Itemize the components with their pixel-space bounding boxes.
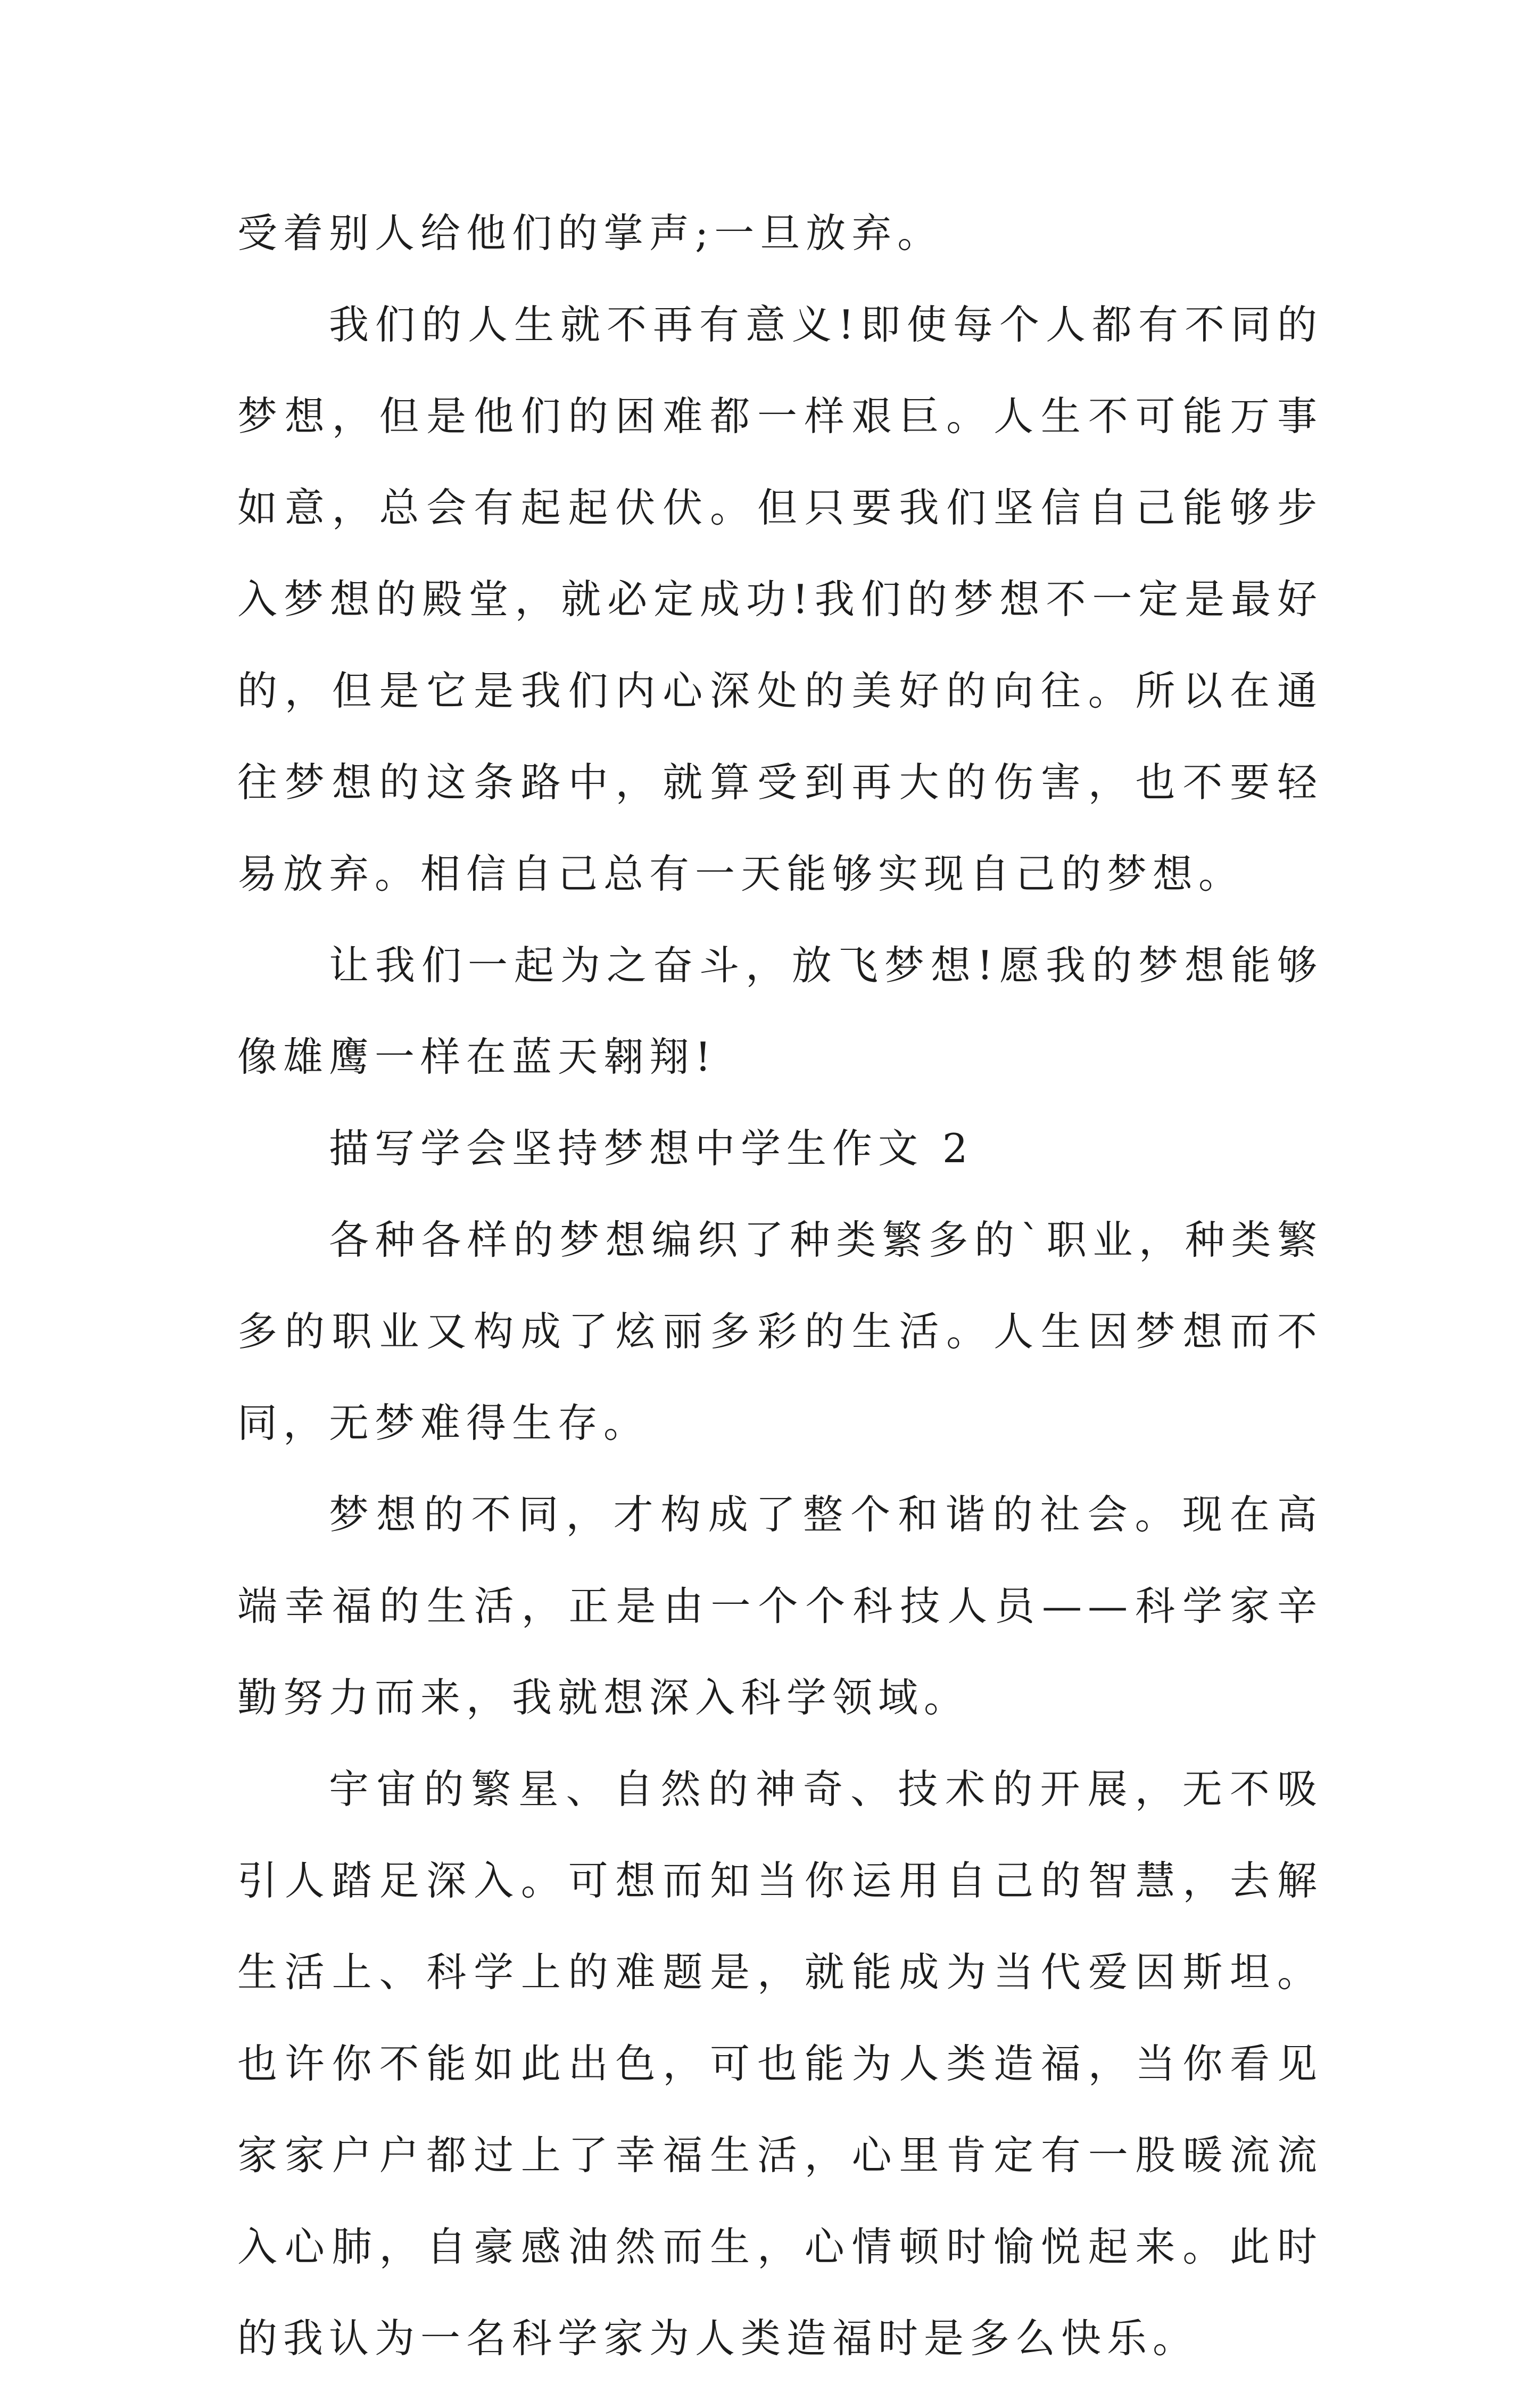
paragraph: 梦想的不同，才构成了整个和谐的社会。现在高端幸福的生活，正是由一个个科技人员——科学家辛勤努力而来，我就想深入科学领域。	[237, 1491, 1323, 1721]
paragraph: 宇宙的繁星、自然的神奇、技术的开展，无不吸引人踏足深入。可想而知当你运用自己的智慧，去解生活上、科学上的难题是，就能成为当代爱因斯坦。也许你不能如此出色，可也能为人类造福，当你看见家家户户都过上了幸福生活，心里肯定有一股暖流流入心肺，自豪感油然而生，心情顿时愉悦起来。此时的我认为一名科学家为人类造福时是多么快乐。	[237, 1766, 1323, 2362]
essay-body	[237, 187, 1323, 2384]
paragraph: 各种各样的梦想编织了种类繁多的`职业，种类繁多的职业又构成了炫丽多彩的生活。人生因梦想而不同，无梦难得生存。	[237, 1216, 1323, 1446]
paragraph-continuation: 受着别人给他们的掌声;一旦放弃。	[237, 210, 943, 256]
essay-heading: 描写学会坚持梦想中学生作文 2	[329, 1125, 974, 1172]
paragraph: 我们的人生就不再有意义!即使每个人都有不同的梦想，但是他们的困难都一样艰巨。人生不可能万事如意，总会有起起伏伏。但只要我们坚信自己能够步入梦想的殿堂，就必定成功!我们的梦想不一定是最好的，但是它是我们内心深处的美好的向往。所以在通往梦想的这条路中，就算受到再大的伤害，也不要轻易放弃。相信自己总有一天能够实现自己的梦想。	[237, 301, 1323, 897]
paragraph: 让我们一起为之奋斗，放飞梦想!愿我的梦想能够像雄鹰一样在蓝天翱翔!	[237, 942, 1323, 1080]
